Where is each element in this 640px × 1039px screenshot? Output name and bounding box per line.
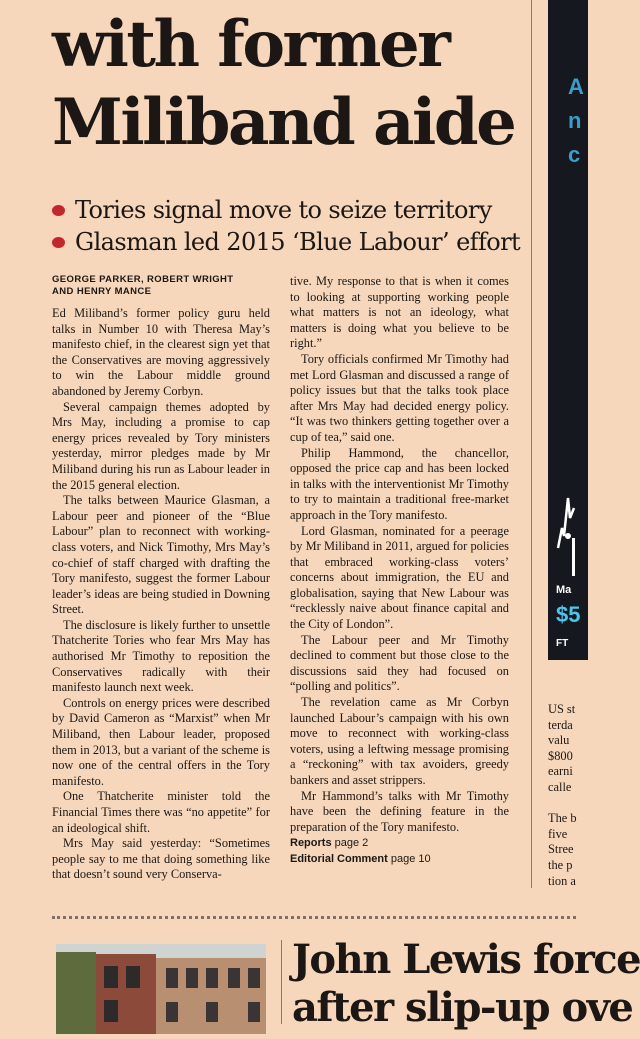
secondary-headline: John Lewis force after slip-up ove [292,936,640,1031]
building-photo-graphic [56,944,266,1034]
article-column-1 [52,306,270,883]
paragraph: Ed Miliband’s former policy guru held talks in Number 10 with Theresa May’s manifesto chief, in the clearest sign yet that the Conservatives are moving aggressively to win the Labour middle ground abandoned by Jeremy Corbyn. [52,306,270,398]
bullet-item: Glasman led 2015 ‘Blue Labour’ effort [52,226,522,258]
paragraph: The talks between Maurice Glasman, a Labour peer and pioneer of the “Blue Labour” plan to reconnect with working-class voters, and Nick Timothy, Mrs May’s co-chief of staff charged with drafting the Tory manifesto, suggest the former Labour leader’s ideas are being studied in Downing Street. [52,493,270,617]
article-column-2 [290,274,509,867]
paragraph: The disclosure is likely further to unsettle Thatcherite Tories who fear Mrs May has authorised Mr Timothy to reposition the Conservatives radically with their manifesto launch next week. [52,617,270,695]
paragraph: tive. My response to that is when it comes to looking at supporting working people what matters is not an ideology, what matters is doing what you believe to be right.” [290,274,509,351]
bullet-dot-icon [52,205,65,216]
column-divider [531,0,532,888]
paragraph: Several campaign themes adopted by Mrs May, including a promise to cap energy prices revealed by Tory ministers yesterday, mirror pledges made by Mr Miliband during his run as Labour leader in the 2015 general election. [52,399,270,492]
paragraph: Tory officials confirmed Mr Timothy had met Lord Glasman and discussed a range of policy issues but that the talks took place after Mrs May had decided energy policy. “It was two thinkers getting together over a cup of tea,” said one. [290,351,509,444]
paragraph: One Thatcherite minister told the Financial Times there was “no appetite” for an ideological shift. [52,789,270,835]
headline-line-2: Miliband aide [52,85,515,160]
promo-letter: A [568,74,584,99]
reference-reports[interactable]: Reports page 2 [290,837,369,850]
paragraph: Mrs May said yesterday: “Sometimes people say to me that doing something like that doesn’t sound very Conserva- [52,836,270,882]
story-photo [56,944,266,1034]
paragraph: The revelation came as Mr Corbyn launched Labour’s campaign with his own move to reconnect with working-class voters, using a leftwing message promising a “reckoning” with tax avoiders, greedy bankers and asset strippers. [290,695,509,787]
page-references [290,835,509,867]
promo-label: Ma [556,584,572,596]
promo-chart-graphic [556,488,576,578]
headline [52,0,532,162]
paragraph: Philip Hammond, the chancellor, opposed the price cap and has been locked in talks with the interventionist Mr Timothy to try to maintain a traditional free-market approach in the Tory manifesto. [290,445,509,522]
section-divider [52,916,576,919]
paragraph: Controls on energy prices were described by David Cameron as “Marxist” when Mr Miliband, then Labour leader, proposed them in 2013, but a variant of the scheme is now one of the central offers in the Tory manifesto. [52,695,270,788]
summary-bullets [52,194,522,258]
reference-editorial[interactable]: Editorial Comment page 10 [290,853,431,866]
promo-letter: c [568,142,581,167]
bullet-item: Tories signal move to seize territory [52,194,522,226]
byline: GEORGE PARKER, ROBERT WRIGHT AND HENRY MANCE [52,274,234,297]
promo-value: $5 [556,602,581,627]
promo-ft: FT [556,638,569,649]
paragraph: Lord Glasman, nominated for a peerage by Mr Miliband in 2011, argued for policies that embraced working-class voters’ concerns about immigration, the EU and globalisation, saying that New Labour was “recklessly naive about finance capital and the City of London”. [290,523,509,632]
bullet-dot-icon [52,237,65,248]
headline-line-1: with former [52,7,449,82]
side-article-text: US st terda valu $800 earni calle The b five Stree the p tion a [548,702,577,888]
paragraph: The Labour peer and Mr Timothy declined to comment but those close to the discussions said they had focused on “polling and politics”. [290,632,509,694]
promo-letter: n [568,108,582,133]
column-divider [281,940,282,1024]
paragraph: Mr Hammond’s talks with Mr Timothy have been the defining feature in the preparation of the Tory manifesto. [290,788,509,834]
